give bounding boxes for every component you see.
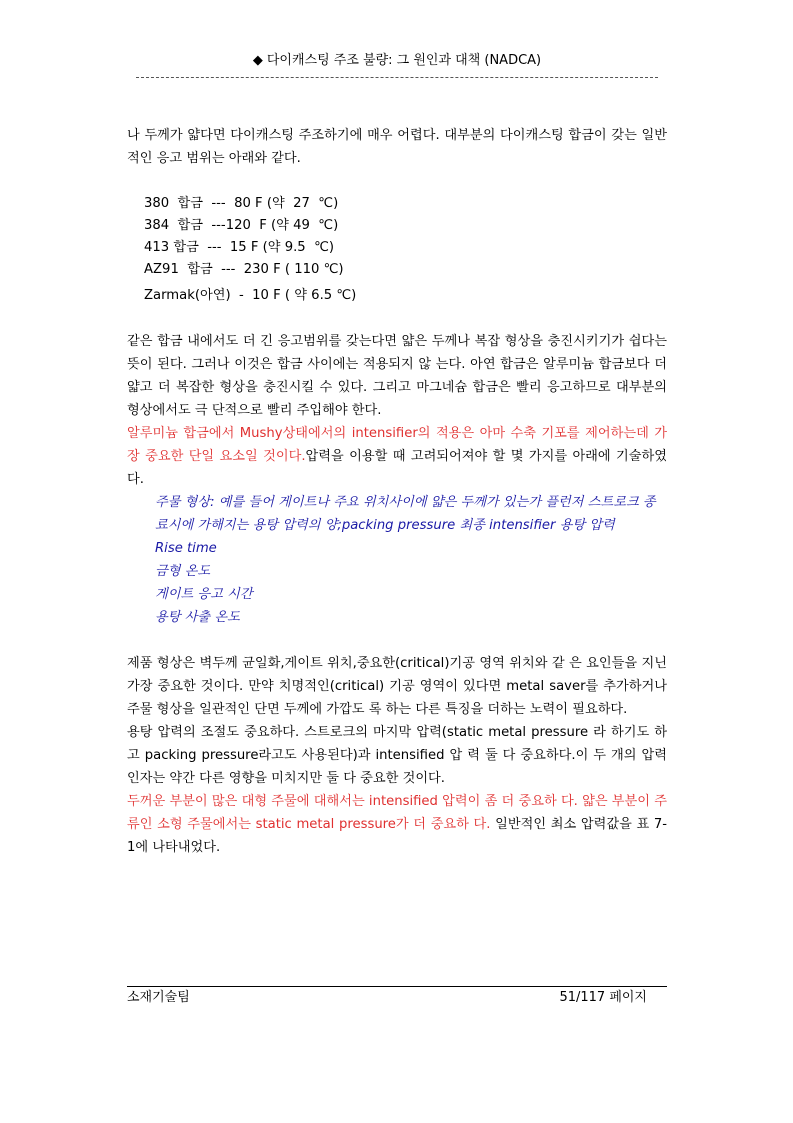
pressure-factor-item: 게이트 응고 시간 — [155, 587, 253, 602]
alloy-range-item: 380 합금 --- 80 F (약 27 ℃) — [144, 196, 339, 211]
diamond-bullet-icon: ◆ — [252, 53, 263, 68]
footer-divider — [127, 986, 667, 987]
alloy-range-item: 384 합금 ---120 F (약 49 ℃) — [144, 218, 339, 233]
casting-size-text: 일반적인 최소 압력값을 표 7-1에 나타내었다. — [127, 817, 667, 855]
page-header — [136, 52, 658, 70]
page-body — [127, 124, 667, 859]
intro-paragraph: 나 두께가 얇다면 다이캐스팅 주조하기에 매우 어렵다. 대부분의 다이캐스팅 합금이 갖는 일반적인 응고 범위는 아래와 같다. — [127, 128, 667, 166]
solidification-paragraph: 같은 합금 내에서도 더 긴 응고범위를 갖는다면 얇은 두께나 복잡 형상을 충진시키기가 쉽다는 뜻이 된다. 그러나 이것은 합금 사이에는 적용되지 않 는다. 아연 합금은 알루미늄 합금보다 더 얇고 더 복잡한 형상을 충진시킬 수 있다. 그리고 마그네슘 합금은 빨리 응고하므로 대부분의 형상에서도 극 단적으로 빨리 주입해야 한다. — [127, 334, 667, 418]
shape-paragraph: 제품 형상은 벽두께 균일화,게이트 위치,중요한(critical)기공 영역 위치와 같 은 요인들을 지닌 가장 중요한 것이다. 만약 치명적인(critical) 기공 영역이 있다면 metal saver를 추가하거나 주물 형상을 일관적인 단면 두께에 가깝도 록 하는 다른 특징을 더하는 노력이 필요하다. — [127, 656, 667, 717]
header-title: 다이캐스팅 주조 불량: 그 원인과 대책 (NADCA) — [266, 53, 542, 68]
pressure-control-paragraph: 용탕 압력의 조절도 중요하다. 스트로크의 마지막 압력(static metal pressure 라 하기도 하고 packing pressure라고도 사용된다)과 intensified 압 력 둘 다 중요하다.이 두 개의 압력 인자는 약간 다른 영향을 미치지만 둘 다 중요한 것이다. — [127, 725, 667, 786]
pressure-factor-item: 용탕 사출 온도 — [155, 610, 240, 625]
casting-size-highlight: 두꺼운 부분이 많은 대형 주물에 대해서는 intensified 압력이 좀 더 중요하 다. 얇은 부분이 주류인 소형 주물에서는 static metal pressure가 더 중요하 다. — [127, 794, 667, 832]
intensifier-text: 압력을 이용할 때 고려되어져야 할 몇 가지를 아래에 기술하였다. — [127, 449, 667, 487]
alloy-range-item: Zarmak(아연) - 10 F ( 약 6.5 ℃) — [144, 288, 357, 303]
pressure-factor-item: 금형 온도 — [155, 564, 211, 579]
intensifier-highlight: 알루미늄 합금에서 Mushy상태에서의 intensifier의 적용은 아마 수축 기포를 제어하는데 가장 중요한 단일 요소일 것이다. — [127, 426, 667, 464]
spacer — [127, 170, 667, 193]
spacer — [127, 307, 667, 330]
pressure-factor-item: 주물 형상: 예를 들어 게이트나 주요 위치사이에 얇은 두께가 있는가 플런저 스트로크 종료시에 가해지는 용탕 압력의 양;packing pressure 최종 intensifier 용탕 압력 — [155, 495, 656, 533]
alloy-range-item: AZ91 합금 --- 230 F ( 110 ℃) — [144, 262, 344, 277]
header-divider — [136, 77, 658, 78]
footer-team: 소재기술팀 — [127, 990, 190, 1005]
pressure-factor-list — [127, 491, 667, 629]
spacer — [127, 629, 667, 652]
alloy-range-item: 413 합금 --- 15 F (약 9.5 ℃) — [144, 240, 335, 255]
footer-page-number: 51/117 페이지 — [559, 990, 647, 1005]
intensifier-paragraph — [127, 422, 667, 491]
alloy-range-list — [127, 193, 667, 307]
pressure-factor-item: Rise time — [155, 541, 217, 556]
casting-size-paragraph — [127, 790, 667, 859]
